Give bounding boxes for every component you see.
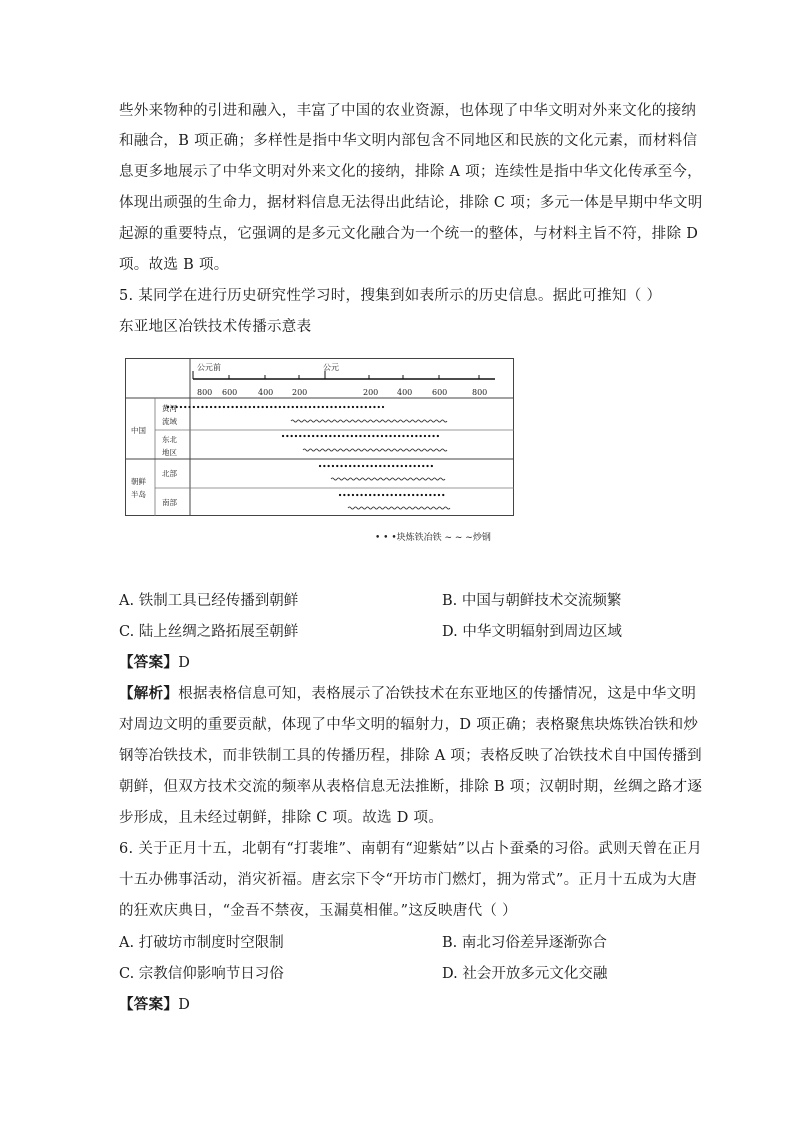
tick-label: 800 [197,388,213,397]
tick-label: 800 [472,388,488,397]
answer-label: 【答案】 [119,996,179,1013]
region-label: 地区 [162,448,177,457]
answer-label: 【答案】 [119,654,179,671]
tick-label: 600 [222,388,238,397]
era-ad-label: 公元 [323,363,339,372]
answer-value: D [178,655,191,671]
country-korea: 朝鲜 [131,477,146,486]
q5-option-c: C. 陆上丝绸之路拓展至朝鲜 [119,624,299,640]
country-korea: 半岛 [131,490,146,499]
question-5-stem: 5. 某同学在进行历史研究性学习时，搜集到如表所示的历史信息。据此可推知（ ） [119,288,662,304]
region-label: 黄河 [162,404,177,413]
figure-legend: • • •块炼铁冶铁 ~ ~ ~炒钢 [375,533,491,543]
era-bc-label: 公元前 [197,363,221,372]
table-border [126,359,514,516]
tick-label: 400 [397,388,413,397]
q6-option-a: A. 打破坊市制度时空限制 [119,935,284,951]
analysis-label: 【解析】 [119,685,179,702]
iron-smelting-diffusion-table [125,358,514,516]
question-6-stem: 十五办佛事活动，消灾祈福。唐玄宗下令“开坊市门燃灯，拥为常式”。正月十五成为大唐 [119,872,697,888]
paragraph-line: 和融合，B 项正确；多样性是指中华文明内部包含不同地区和民族的文化元素，而材料信 [119,133,698,149]
q5-option-d: D. 中华文明辐射到周边区域 [442,624,622,640]
answer-value: D [178,997,191,1013]
tick-label: 600 [432,388,448,397]
question-6-stem: 6. 关于正月十五，北朝有“打裴堆”、南朝有“迎紫姑”以占卜蚕桑的习俗。武则天曾在正月 [119,841,702,857]
q5-analysis-line: 对周边文明的重要贡献，体现了中华文明的辐射力，D 项正确；表格聚焦块炼铁冶铁和炒 [119,717,699,733]
q5-analysis-line [119,684,697,704]
q6-option-d: D. 社会开放多元文化交融 [442,966,608,982]
q6-answer [119,995,679,1015]
region-label: 东北 [162,435,177,444]
q5-option-b: B. 中国与朝鲜技术交流频繁 [442,593,622,609]
country-china: 中国 [131,426,146,435]
region-label: 南部 [162,498,177,507]
tick-label: 200 [363,388,379,397]
q6-option-c: C. 宗教信仰影响节日习俗 [119,966,284,982]
q6-option-b: B. 南北习俗差异逐渐弥合 [442,935,607,951]
paragraph-line: 项。故选 B 项。 [119,257,229,273]
q5-analysis-line: 钢等冶铁技术，而非铁制工具的传播历程，排除 A 项；表格反映了冶铁技术自中国传播到 [119,748,702,764]
paragraph-line: 体现出顽强的生命力，据材料信息无法得出此结论，排除 C 项；多元一体是早期中华文明 [119,195,703,211]
tick-label: 200 [292,388,308,397]
q5-option-a: A. 铁制工具已经传播到朝鲜 [119,593,299,609]
question-6-stem: 的狂欢庆典日，“金吾不禁夜，玉漏莫相催。”这反映唐代（ ） [119,903,517,919]
paragraph-line: 些外来物种的引进和融入，丰富了中国的农业资源，也体现了中华文明对外来文化的接纳 [119,103,697,119]
paragraph-line: 息更多地展示了中华文明对外来文化的接纳，排除 A 项；连续性是指中华文化传承至今， [119,164,702,180]
table-title: 东亚地区冶铁技术传播示意表 [119,319,312,335]
region-label: 北部 [162,469,177,478]
analysis-text: 根据表格信息可知，表格展示了冶铁技术在东亚地区的传播情况，这是中华文明 [178,686,697,702]
q5-analysis-line: 步形成，且未经过朝鲜，排除 C 项。故选 D 项。 [119,810,444,826]
q5-analysis-line: 朝鲜，但双方技术交流的频率从表格信息无法推断，排除 B 项；汉朝时期，丝绸之路才逐 [119,779,703,795]
q5-answer [119,653,679,673]
paragraph-line: 起源的重要特点，它强调的是多元文化融合为一个统一的整体，与材料主旨不符，排除 D [119,226,699,242]
region-label: 流域 [162,417,177,426]
tick-label: 400 [258,388,274,397]
